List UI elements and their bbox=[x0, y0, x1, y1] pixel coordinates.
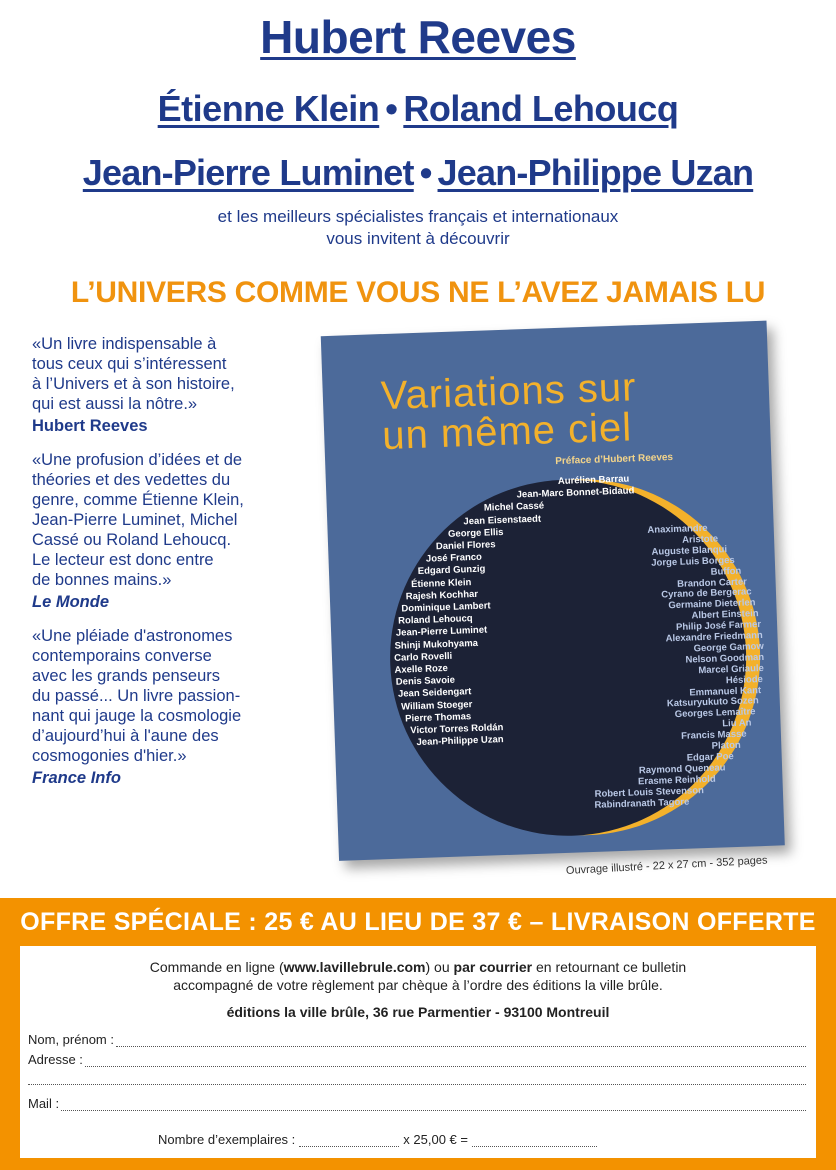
book-caption: Ouvrage illustré - 22 x 27 cm - 352 pages bbox=[565, 854, 768, 877]
address-input-line-2[interactable] bbox=[28, 1074, 806, 1085]
thinker-name: Philip José Farmer bbox=[675, 619, 762, 634]
offer-title: OFFRE SPÉCIALE : 25 € AU LIEU DE 37 € – LIVRAISON OFFERTE bbox=[20, 908, 816, 936]
contributor-name: Jean-Philippe Uzan bbox=[416, 734, 504, 749]
quote-block bbox=[32, 334, 297, 436]
mail-input-line[interactable] bbox=[61, 1100, 806, 1111]
intro-line: vous invitent à découvrir bbox=[326, 229, 510, 248]
quote-line: d’aujourd’hui à l'aune des bbox=[32, 727, 219, 745]
order-text: accompagné de votre règlement par chèque à l’ordre des éditions la ville brûle. bbox=[173, 977, 663, 993]
quantity-label: Nombre d’exemplaires : bbox=[158, 1132, 296, 1147]
contributor-name: Rajesh Kochhar bbox=[405, 588, 479, 603]
contributor-name: Jean Eisenstaedt bbox=[463, 513, 542, 527]
address-field[interactable] bbox=[28, 1052, 806, 1067]
address-field-2[interactable] bbox=[28, 1074, 806, 1085]
quote-line: Cassé ou Roland Lehoucq. bbox=[32, 531, 232, 549]
bullet-separator: • bbox=[385, 88, 398, 129]
book-cover-face bbox=[321, 321, 785, 861]
cover-preface: Préface d’Hubert Reeves bbox=[555, 451, 674, 468]
thinker-name: George Gamow bbox=[693, 640, 764, 655]
thinker-name: Jorge Luis Borges bbox=[651, 554, 735, 569]
quote-line: tous ceux qui s’intéressent bbox=[32, 355, 227, 373]
contributor-name: Axelle Roze bbox=[394, 662, 449, 676]
contributor-name: Jean Seidengart bbox=[397, 686, 472, 701]
thinker-name: Liu An bbox=[722, 717, 752, 730]
contributor-name: Pierre Thomas bbox=[405, 710, 472, 725]
quote-line: théories et des vedettes du bbox=[32, 471, 231, 489]
quote-line: nant qui jauge la cosmologie bbox=[32, 707, 242, 725]
contributor-name: Jean-Marc Bonnet-Bidaud bbox=[516, 485, 635, 501]
quote-source: Hubert Reeves bbox=[32, 417, 148, 435]
order-url-link[interactable]: www.lavillebrule.com bbox=[283, 959, 426, 975]
quote-line: Le lecteur est donc entre bbox=[32, 551, 214, 569]
press-quotes bbox=[32, 334, 297, 802]
quote-line: de bonnes mains.» bbox=[32, 571, 172, 589]
contributor-name: Étienne Klein bbox=[410, 576, 472, 590]
contributor-name: Carlo Rovelli bbox=[393, 650, 453, 664]
contributor-name: William Stoeger bbox=[400, 698, 473, 713]
order-mail-text: par courrier bbox=[453, 959, 533, 975]
quote-line: du passé... Un livre passion- bbox=[32, 687, 241, 705]
author-line-3 bbox=[0, 152, 836, 194]
contributor-name: Jean-Pierre Luminet bbox=[395, 624, 488, 640]
contributor-name: José Franco bbox=[425, 551, 483, 565]
thinker-name: Edgar Poe bbox=[686, 750, 734, 764]
thinker-name: Anaximandre bbox=[647, 522, 708, 536]
mail-field[interactable] bbox=[28, 1096, 806, 1111]
quote-line: genre, comme Étienne Klein, bbox=[32, 491, 244, 509]
author-name: Hubert Reeves bbox=[260, 11, 576, 63]
author-name: Étienne Klein bbox=[157, 88, 380, 129]
total-input-line[interactable] bbox=[472, 1136, 597, 1147]
headline: L’UNIVERS COMME VOUS NE L’AVEZ JAMAIS LU bbox=[70, 276, 766, 309]
contributor-name: Victor Torres Roldán bbox=[410, 722, 504, 737]
author-name: Jean-Philippe Uzan bbox=[437, 152, 754, 193]
author-name: Roland Lehoucq bbox=[403, 88, 679, 129]
thinker-name: Aristote bbox=[682, 533, 719, 546]
author-line-1 bbox=[0, 10, 836, 64]
thinker-name: Auguste Blanqui bbox=[651, 543, 728, 558]
quote-source: Le Monde bbox=[32, 593, 109, 611]
order-form bbox=[20, 946, 816, 1158]
thinker-name: Cyrano de Bergerac bbox=[661, 586, 752, 601]
quote-line: cosmogonies d'hier.» bbox=[32, 747, 187, 765]
author-name: Jean-Pierre Luminet bbox=[82, 152, 414, 193]
quote-line: «Un livre indispensable à bbox=[32, 335, 217, 353]
address-input-line[interactable] bbox=[85, 1056, 806, 1067]
contributor-name: Shinji Mukohyama bbox=[394, 637, 479, 652]
cover-title-line: Variations sur bbox=[380, 365, 638, 419]
address-label: Adresse : bbox=[28, 1052, 83, 1067]
quantity-input-line[interactable] bbox=[299, 1136, 399, 1147]
author-line-2 bbox=[0, 88, 836, 130]
thinker-name: Erasme Reinhold bbox=[637, 773, 716, 788]
contributor-name: Denis Savoie bbox=[395, 674, 456, 688]
thinker-name: Georges Lemaître bbox=[674, 706, 756, 721]
thinker-name: Albert Einstein bbox=[691, 608, 759, 622]
publisher-address: éditions la ville brûle, 36 rue Parmentier - 93100 Montreuil bbox=[226, 1004, 610, 1020]
quote-block bbox=[32, 450, 297, 612]
quote-line: à l’Univers et à son histoire, bbox=[32, 375, 235, 393]
thinker-name: Buffon bbox=[710, 565, 742, 578]
cover-title-line: un même ciel bbox=[381, 405, 633, 459]
intro-line: et les meilleurs spécialistes français et internationaux bbox=[217, 207, 619, 226]
cover-title bbox=[380, 365, 638, 459]
order-text: Commande en ligne ( bbox=[149, 959, 284, 975]
quote-line: qui est aussi la nôtre.» bbox=[32, 395, 198, 413]
thinker-name: Rabindranath Tagore bbox=[594, 796, 690, 811]
special-offer-panel bbox=[0, 898, 836, 1170]
book-cover bbox=[321, 320, 799, 874]
name-input-line[interactable] bbox=[116, 1036, 806, 1047]
price-multiplier: x 25,00 € = bbox=[403, 1132, 468, 1147]
quote-line: Jean-Pierre Luminet, Michel bbox=[32, 511, 238, 529]
name-field[interactable] bbox=[28, 1032, 806, 1047]
order-text: en retournant ce bulletin bbox=[532, 959, 687, 975]
thinker-name: Brandon Carter bbox=[677, 575, 748, 590]
quote-line: avec les grands penseurs bbox=[32, 667, 221, 685]
bullet-separator: • bbox=[419, 152, 432, 193]
thinker-name: Katsuryukuto Sozen bbox=[666, 695, 759, 710]
mail-label: Mail : bbox=[28, 1096, 60, 1111]
thinker-name: Marcel Griaule bbox=[698, 662, 765, 676]
intro-text bbox=[0, 206, 836, 250]
contributor-name: Aurélien Barrau bbox=[557, 473, 630, 487]
thinker-name: Raymond Queneau bbox=[638, 762, 726, 777]
quote-source: France Info bbox=[32, 769, 121, 787]
order-instructions bbox=[20, 958, 816, 994]
thinker-name: Nelson Goodman bbox=[685, 651, 765, 666]
contributor-name: George Ellis bbox=[447, 526, 504, 540]
thinker-name: Platon bbox=[711, 739, 741, 752]
contributor-name: Roland Lehoucq bbox=[398, 613, 473, 627]
thinker-name: Alexandre Friedmann bbox=[665, 629, 763, 645]
quote-block bbox=[32, 626, 297, 788]
thinker-name: Emmanuel Kant bbox=[689, 684, 762, 699]
contributor-name: Daniel Flores bbox=[435, 539, 496, 553]
quote-line: «Une profusion d’idées et de bbox=[32, 451, 243, 469]
quantity-row bbox=[158, 1132, 597, 1147]
name-label: Nom, prénom : bbox=[28, 1032, 114, 1047]
thinker-name: Hésiode bbox=[725, 673, 764, 686]
contributor-name: Michel Cassé bbox=[483, 500, 545, 514]
thinker-name: Germaine Dieterlen bbox=[668, 597, 756, 612]
thinker-name: Francis Masse bbox=[680, 728, 747, 742]
quote-line: «Une pléiade d'astronomes bbox=[32, 627, 233, 645]
order-text: ) ou bbox=[425, 959, 454, 975]
thinker-name: Robert Louis Stevenson bbox=[594, 784, 705, 800]
contributor-name: Dominique Lambert bbox=[401, 600, 491, 615]
quote-line: contemporains converse bbox=[32, 647, 212, 665]
contributor-name: Edgard Gunzig bbox=[417, 563, 486, 578]
